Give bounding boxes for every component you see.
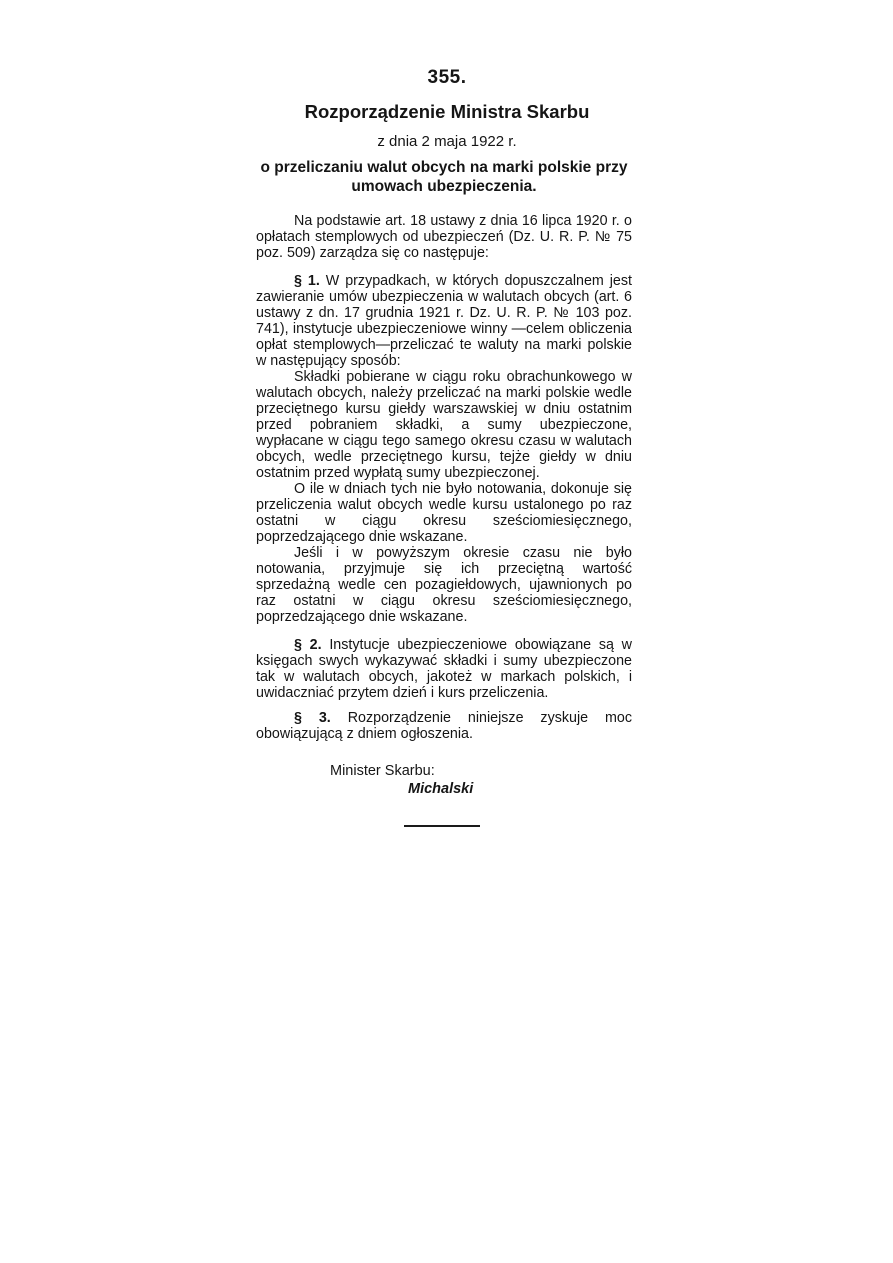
signature-role: Minister Skarbu: [330,763,435,779]
section-1-label: § 1. [294,273,320,289]
section-3-text: Rozporządzenie niniejsze zyskuje moc obowiązującą z dniem ogłoszenia. [256,710,632,742]
section-1-text: W przypadkach, w których dopuszczalnem jest zawieranie umów ubezpieczenia w walutach obcych (art. 6 ustawy z dn. 17 grudnia 1921 r. Dz. U. R. P. № 103 poz. 741), instytucje ubezpieczeniowe winny —celem obliczenia opłat stemplowych—przeliczać te waluty na marki polskie w następujący sposób: [256,273,632,369]
section-2-text: Instytucje ubezpieczeniowe obowiązane są w księgach swych wykazywać składki i sumy ubezpieczone tak w walutach obcych, jakoteż w markach polskich, i uwidaczniać przytem dzień i kurs przeliczenia. [256,637,632,701]
section-3 [256,710,632,742]
document-column [256,66,632,798]
section-1-paragraph-3: O ile w dniach tych nie było notowania, dokonuje się przeliczenia walut obcych wedle kursu ustalonego po raz ostatni w ciągu okresu sześciomiesięcznego, poprzedzającego dnie wskazane. [256,481,632,545]
date-line: z dnia 2 maja 1922 r. [377,133,517,150]
document-subject: o przeliczaniu walut obcych na marki polskie przy umowach ubezpieczenia. [260,159,628,195]
section-1-paragraph-4: Jeśli i w powyższym okresie czasu nie było notowania, przyjmuje się ich przeciętną wartość sprzedażną wedle cen pozagiełdowych, ujawnionych po raz ostatni w ciągu okresu sześciomiesięcznego, poprzedzającego dnie wskazane. [256,545,632,625]
section-1 [256,273,632,369]
preamble: Na podstawie art. 18 ustawy z dnia 16 lipca 1920 r. o opłatach stemplowych od ubezpieczeń (Dz. U. R. P. № 75 poz. 509) zarządza się co następuje: [256,213,632,261]
signature-block [256,762,632,798]
section-2 [256,637,632,701]
document-title: Rozporządzenie Ministra Skarbu [304,101,590,122]
closing-rule [404,825,480,827]
section-1-paragraph-2: Składki pobierane w ciągu roku obrachunkowego w walutach obcych, należy przeliczać na marki polskie wedle przeciętnego kursu giełdy warszawskiej w dniu ostatnim przed pobraniem składki, a sumy ubezpieczone, wypłacane w ciągu tego samego okresu czasu w walutach obcych, wedle przeciętnego kursu, tejże giełdy w dniu ostatnim przed wypłatą sumy ubezpieczonej. [256,369,632,481]
signature-name: Michalski [408,781,474,797]
section-3-label: § 3. [294,710,331,726]
page-number: 355. [427,67,467,88]
section-2-label: § 2. [294,637,322,653]
